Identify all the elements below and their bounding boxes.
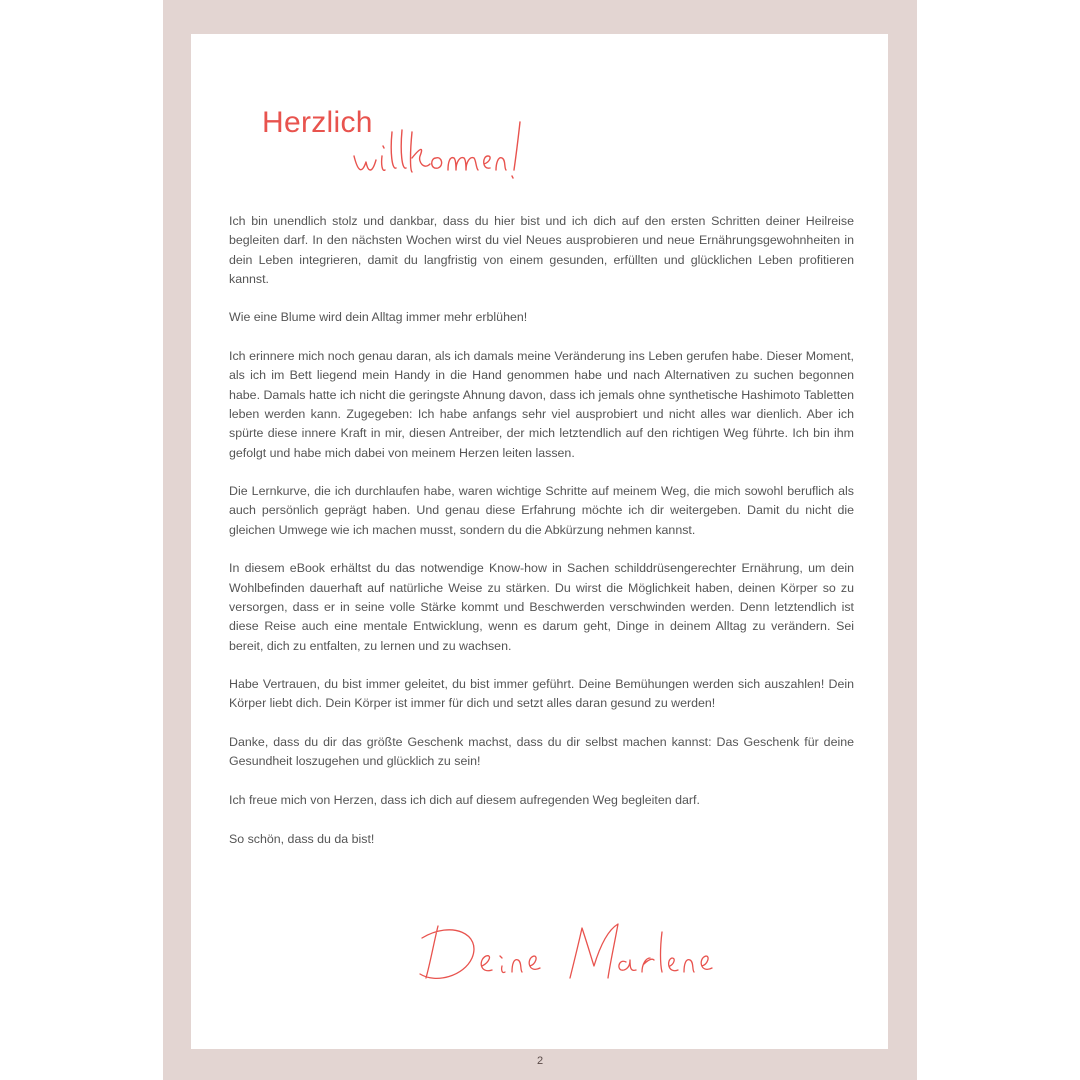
heading-herzlich: Herzlich xyxy=(262,106,373,139)
paragraph-5: In diesem eBook erhältst du das notwendige Know-how in Sachen schilddrüsengerechter Ernährung, um dein Wohlbefinden dauerhaft auf natürliche Weise zu stärken. Du wirst die Möglichkeit haben, deinen Körper so zu versorgen, dass er in seine volle Stärke kommt und Beschwerden verschwinden werden. Denn letztendlich ist diese Reise auch eine mentale Entwicklung, wenn es darum geht, Dinge in deinem Alltag zu verändern. Sei bereit, dich zu entfalten, zu lernen und zu wachsen. xyxy=(229,561,854,653)
paragraph-2: Wie eine Blume wird dein Alltag immer mehr erblühen! xyxy=(229,310,528,325)
paragraph-3: Ich erinnere mich noch genau daran, als ich damals meine Veränderung ins Leben gerufen habe. Dieser Moment, als ich im Bett liegend mein Handy in die Hand genommen habe und nach Alternativen zu suchen begonnen habe. Damals hatte ich nicht die geringste Ahnung davon, dass ich jemals ohne synthetische Hashimoto Tabletten leben werden kann. Zugegeben: Ich habe anfangs sehr viel ausprobiert und nicht alles war dienlich. Aber ich spürte diese innere Kraft in mir, diesen Antreiber, der mich letztendlich auf den richtigen Weg führte. Ich bin ihm gefolgt und habe mich dabei von meinem Herzen leiten lassen. xyxy=(229,349,854,460)
paragraph-4: Die Lernkurve, die ich durchlaufen habe, waren wichtige Schritte auf meinem Weg, die mich sowohl beruflich als auch persönlich geprägt haben. Und genau diese Erfahrung möchte ich dir weitergeben. Damit du nicht die gleichen Umwege wie ich machen musst, sondern du die Abkürzung nehmen kannst. xyxy=(229,484,854,537)
paragraph-9: So schön, dass du da bist! xyxy=(229,831,375,846)
paragraph-6: Habe Vertrauen, du bist immer geleitet, du bist immer geführt. Deine Bemühungen werden sich auszahlen! Dein Körper liebt dich. Dein Körper ist immer für dich und setzt alles daran gesund zu werden! xyxy=(229,677,854,711)
letter-body xyxy=(229,212,854,868)
signature-script xyxy=(412,912,722,992)
paragraph-8: Ich freue mich von Herzen, dass ich dich auf diesem aufregenden Weg begleiten darf. xyxy=(229,792,700,807)
heading-willkommen-script xyxy=(350,112,560,192)
paragraph-7: Danke, dass du dir das größte Geschenk machst, dass du dir selbst machen kannst: Das Geschenk für deine Gesundheit loszugehen und glücklich zu sein! xyxy=(229,735,854,769)
page-number: 2 xyxy=(536,1055,544,1067)
paragraph-1: Ich bin unendlich stolz und dankbar, dass du hier bist und ich dich auf den ersten Schritten deiner Heilreise begleiten darf. In den nächsten Wochen wirst du viel Neues ausprobieren und neue Ernährungsgewohnheiten in dein Leben integrieren, damit du langfristig von einem gesunden, erfüllten und glücklichen Leben profitieren kannst. xyxy=(229,214,854,286)
